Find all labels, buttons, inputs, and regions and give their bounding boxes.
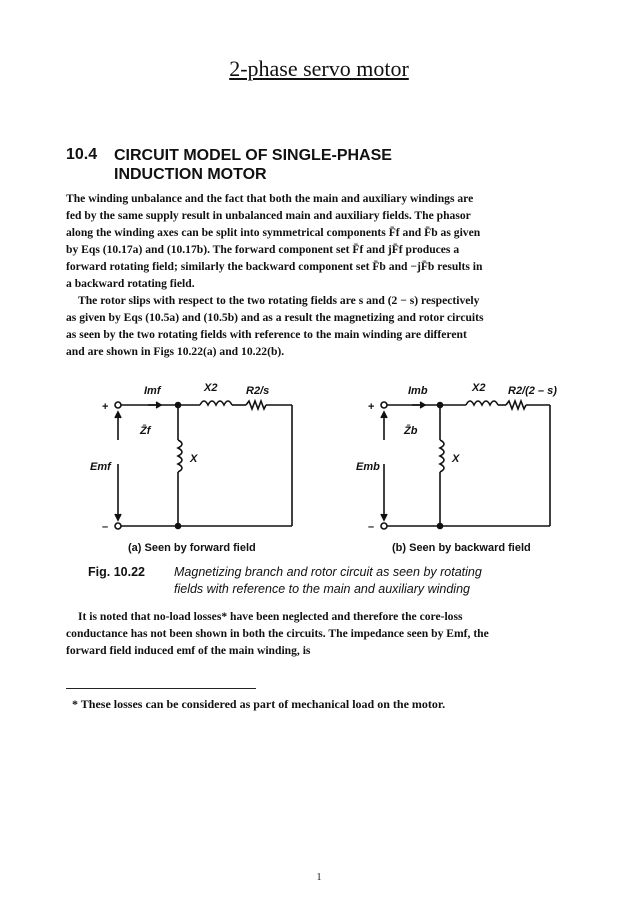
current-label: Imf <box>144 385 161 397</box>
reactance-label: X2 <box>472 382 486 394</box>
page-title: 2-phase servo motor <box>229 56 409 81</box>
minus-terminal: – <box>368 521 375 533</box>
footnote-divider <box>66 688 256 689</box>
emf-label: Emf <box>90 461 111 473</box>
text-line: The winding unbalance and the fact that both the main and auxiliary windings are <box>66 192 474 205</box>
magnetizing-reactance-label: X <box>190 453 198 465</box>
plus-terminal: + <box>368 401 375 413</box>
text-line: It is noted that no-load losses* have been neglected and therefore the core-loss <box>78 610 463 623</box>
current-label: Imb <box>408 385 428 397</box>
emf-label: Emb <box>356 461 380 473</box>
page-number: 1 <box>316 872 322 883</box>
text-line: forward rotating field; similarly the backward component set F̄b and −jF̄b results in <box>66 260 483 273</box>
section-title-line: CIRCUIT MODEL OF SINGLE-PHASE <box>114 147 392 164</box>
paragraph-2 <box>66 292 586 360</box>
text-line: conductance has not been shown in both the circuits. The impedance seen by Emf, the <box>66 627 489 640</box>
text-line: forward field induced emf of the main winding, is <box>66 644 311 657</box>
resistance-label: R2/s <box>246 385 270 397</box>
text-line: and are shown in Figs 10.22(a) and 10.22(b). <box>66 345 285 358</box>
subcaption-a: (a) Seen by forward field <box>128 542 256 554</box>
text-line: a backward rotating field. <box>66 277 195 290</box>
text-line: along the winding axes can be split into symmetrical components F̄f and F̄b as given <box>66 226 481 239</box>
magnetizing-reactance-label: X <box>452 453 460 465</box>
resistance-label: R2/(2 – s) <box>508 385 557 397</box>
figure-caption <box>88 565 482 596</box>
section-title-line: INDUCTION MOTOR <box>114 166 267 183</box>
text-line: as given by Eqs (10.5a) and (10.5b) and as a result the magnetizing and rotor circuits <box>66 311 484 324</box>
impedance-label: Z̄b <box>404 425 418 437</box>
subcaption-b: (b) Seen by backward field <box>392 542 531 554</box>
figure-caption-line: fields with reference to the main and auxiliary winding <box>174 582 470 596</box>
plus-terminal: + <box>102 401 109 413</box>
figure-caption-line: Magnetizing branch and rotor circuit as seen by rotating <box>174 565 482 579</box>
text-line: The rotor slips with respect to the two rotating fields are s and (2 − s) respectively <box>78 294 480 307</box>
paragraph-1 <box>66 190 586 292</box>
circuit-b <box>381 401 550 529</box>
text-line: as seen by the two rotating fields with reference to the main winding are different <box>66 328 467 341</box>
figure-number: Fig. 10.22 <box>88 565 145 579</box>
circuit-a <box>115 401 292 529</box>
text-line: by Eqs (10.17a) and (10.17b). The forward component set F̄f and jF̄f produces a <box>66 243 460 256</box>
text-line: fed by the same supply result in unbalanced main and auxiliary fields. The phasor <box>66 209 471 222</box>
reactance-label: X2 <box>204 382 218 394</box>
impedance-label: Z̄f <box>140 425 151 437</box>
section-title <box>114 146 392 184</box>
paragraph-3 <box>66 608 586 659</box>
footnote: * These losses can be considered as part of mechanical load on the motor. <box>72 697 446 711</box>
circuit-diagrams <box>0 378 638 568</box>
section-number: 10.4 <box>66 146 98 163</box>
minus-terminal: – <box>102 521 109 533</box>
